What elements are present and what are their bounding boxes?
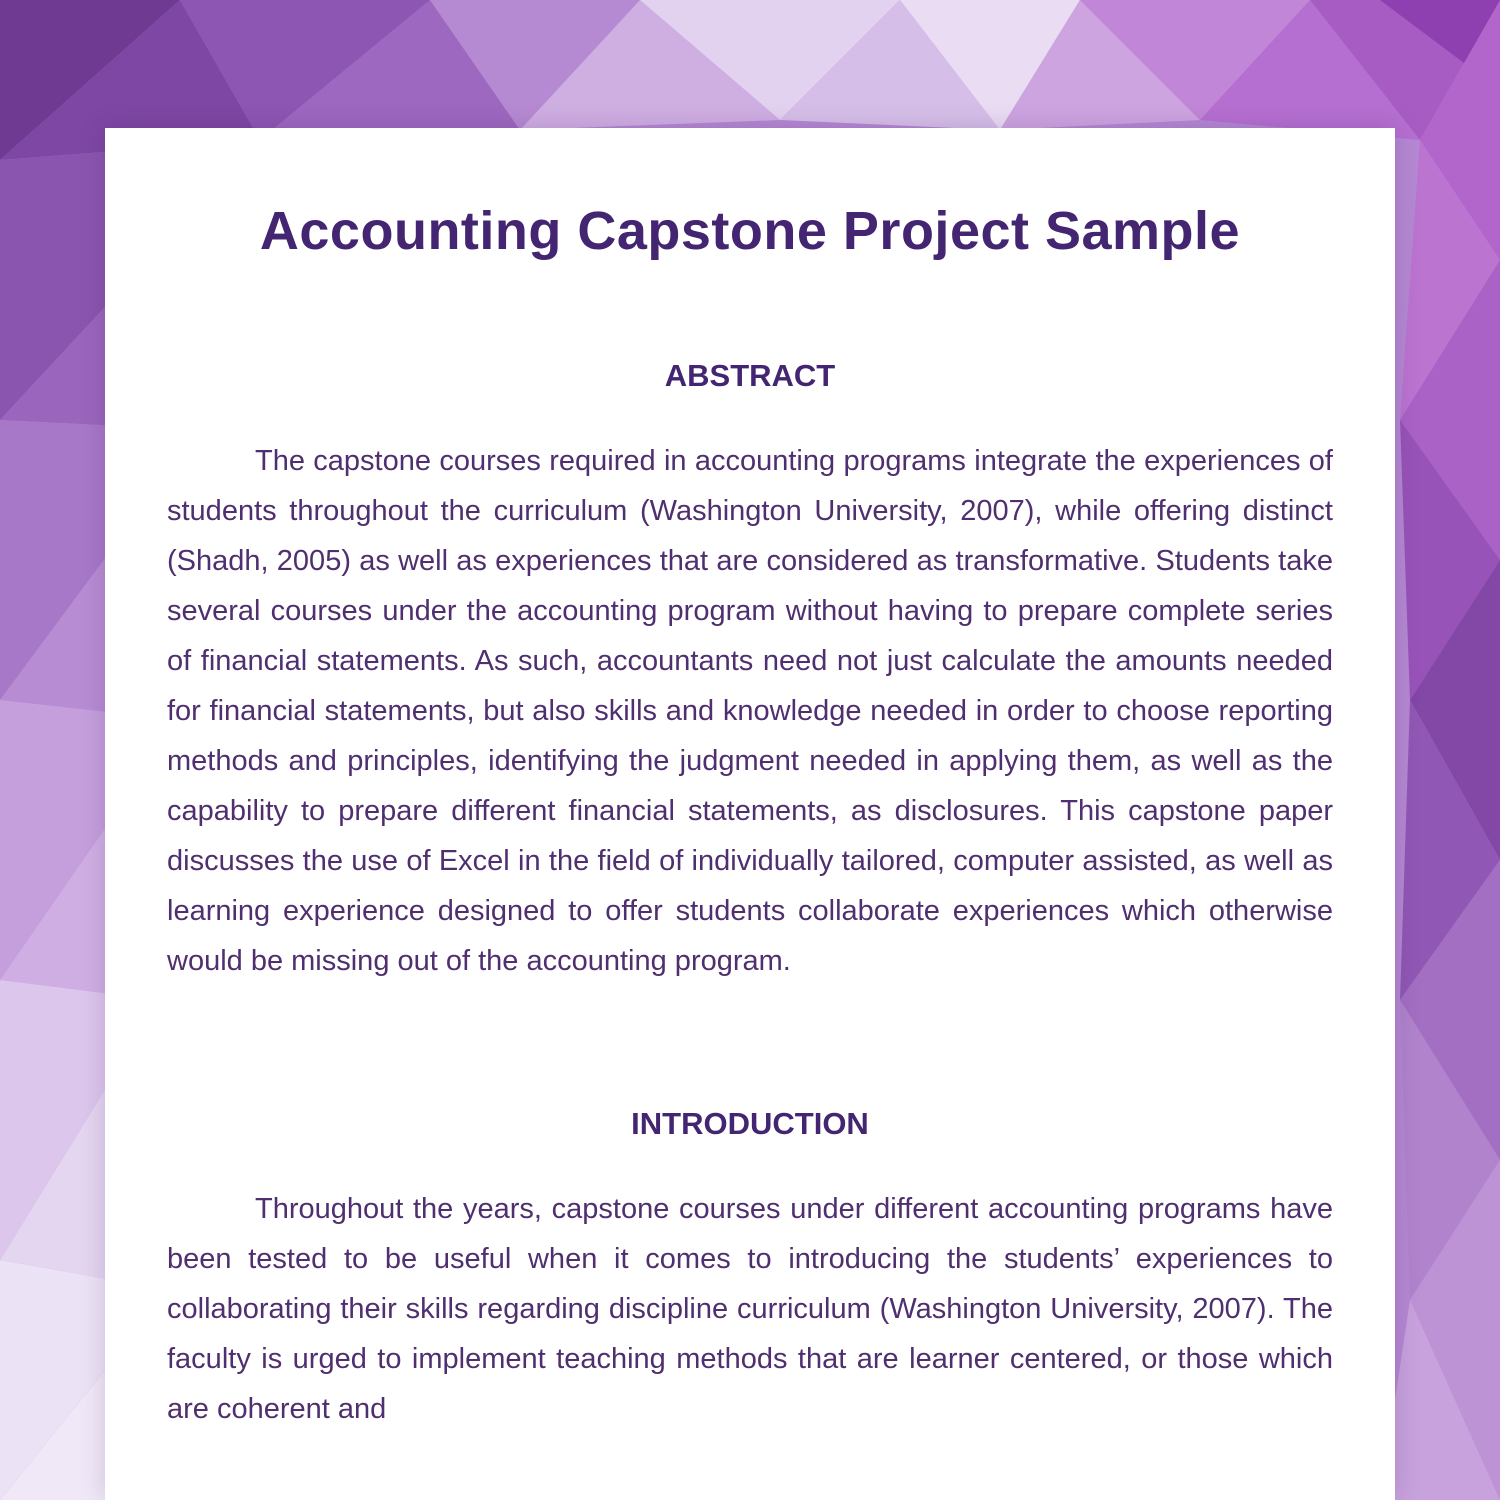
introduction-paragraph: Throughout the years, capstone courses under different accounting programs have been tested to be useful when it comes to introducing the students’ experiences to collaborating their skills regarding discipline curriculum (Washington University, 2007). The faculty is urged to implement teaching methods that are learner centered, or those which are coherent and	[167, 1193, 1333, 1425]
introduction-heading: INTRODUCTION	[631, 1106, 869, 1141]
section-abstract	[167, 358, 1333, 986]
section-introduction	[167, 1106, 1333, 1434]
document-page	[105, 128, 1395, 1500]
abstract-heading: ABSTRACT	[664, 358, 836, 393]
document-title: Accounting Capstone Project Sample	[259, 201, 1241, 261]
abstract-paragraph: The capstone courses required in accounting programs integrate the experiences of students throughout the curriculum (Washington University, 2007), while offering distinct (Shadh, 2005) as well as experiences that are considered as transformative. Students take several courses under the accounting program without having to prepare complete series of financial statements. As such, accountants need not just calculate the amounts needed for financial statements, but also skills and knowledge needed in order to choose reporting methods and principles, identifying the judgment needed in applying them, as well as the capability to prepare different financial statements, as disclosures. This capstone paper discusses the use of Excel in the field of individually tailored, computer assisted, as well as learning experience designed to offer students collaborate experiences which otherwise would be missing out of the accounting program.	[167, 445, 1333, 977]
